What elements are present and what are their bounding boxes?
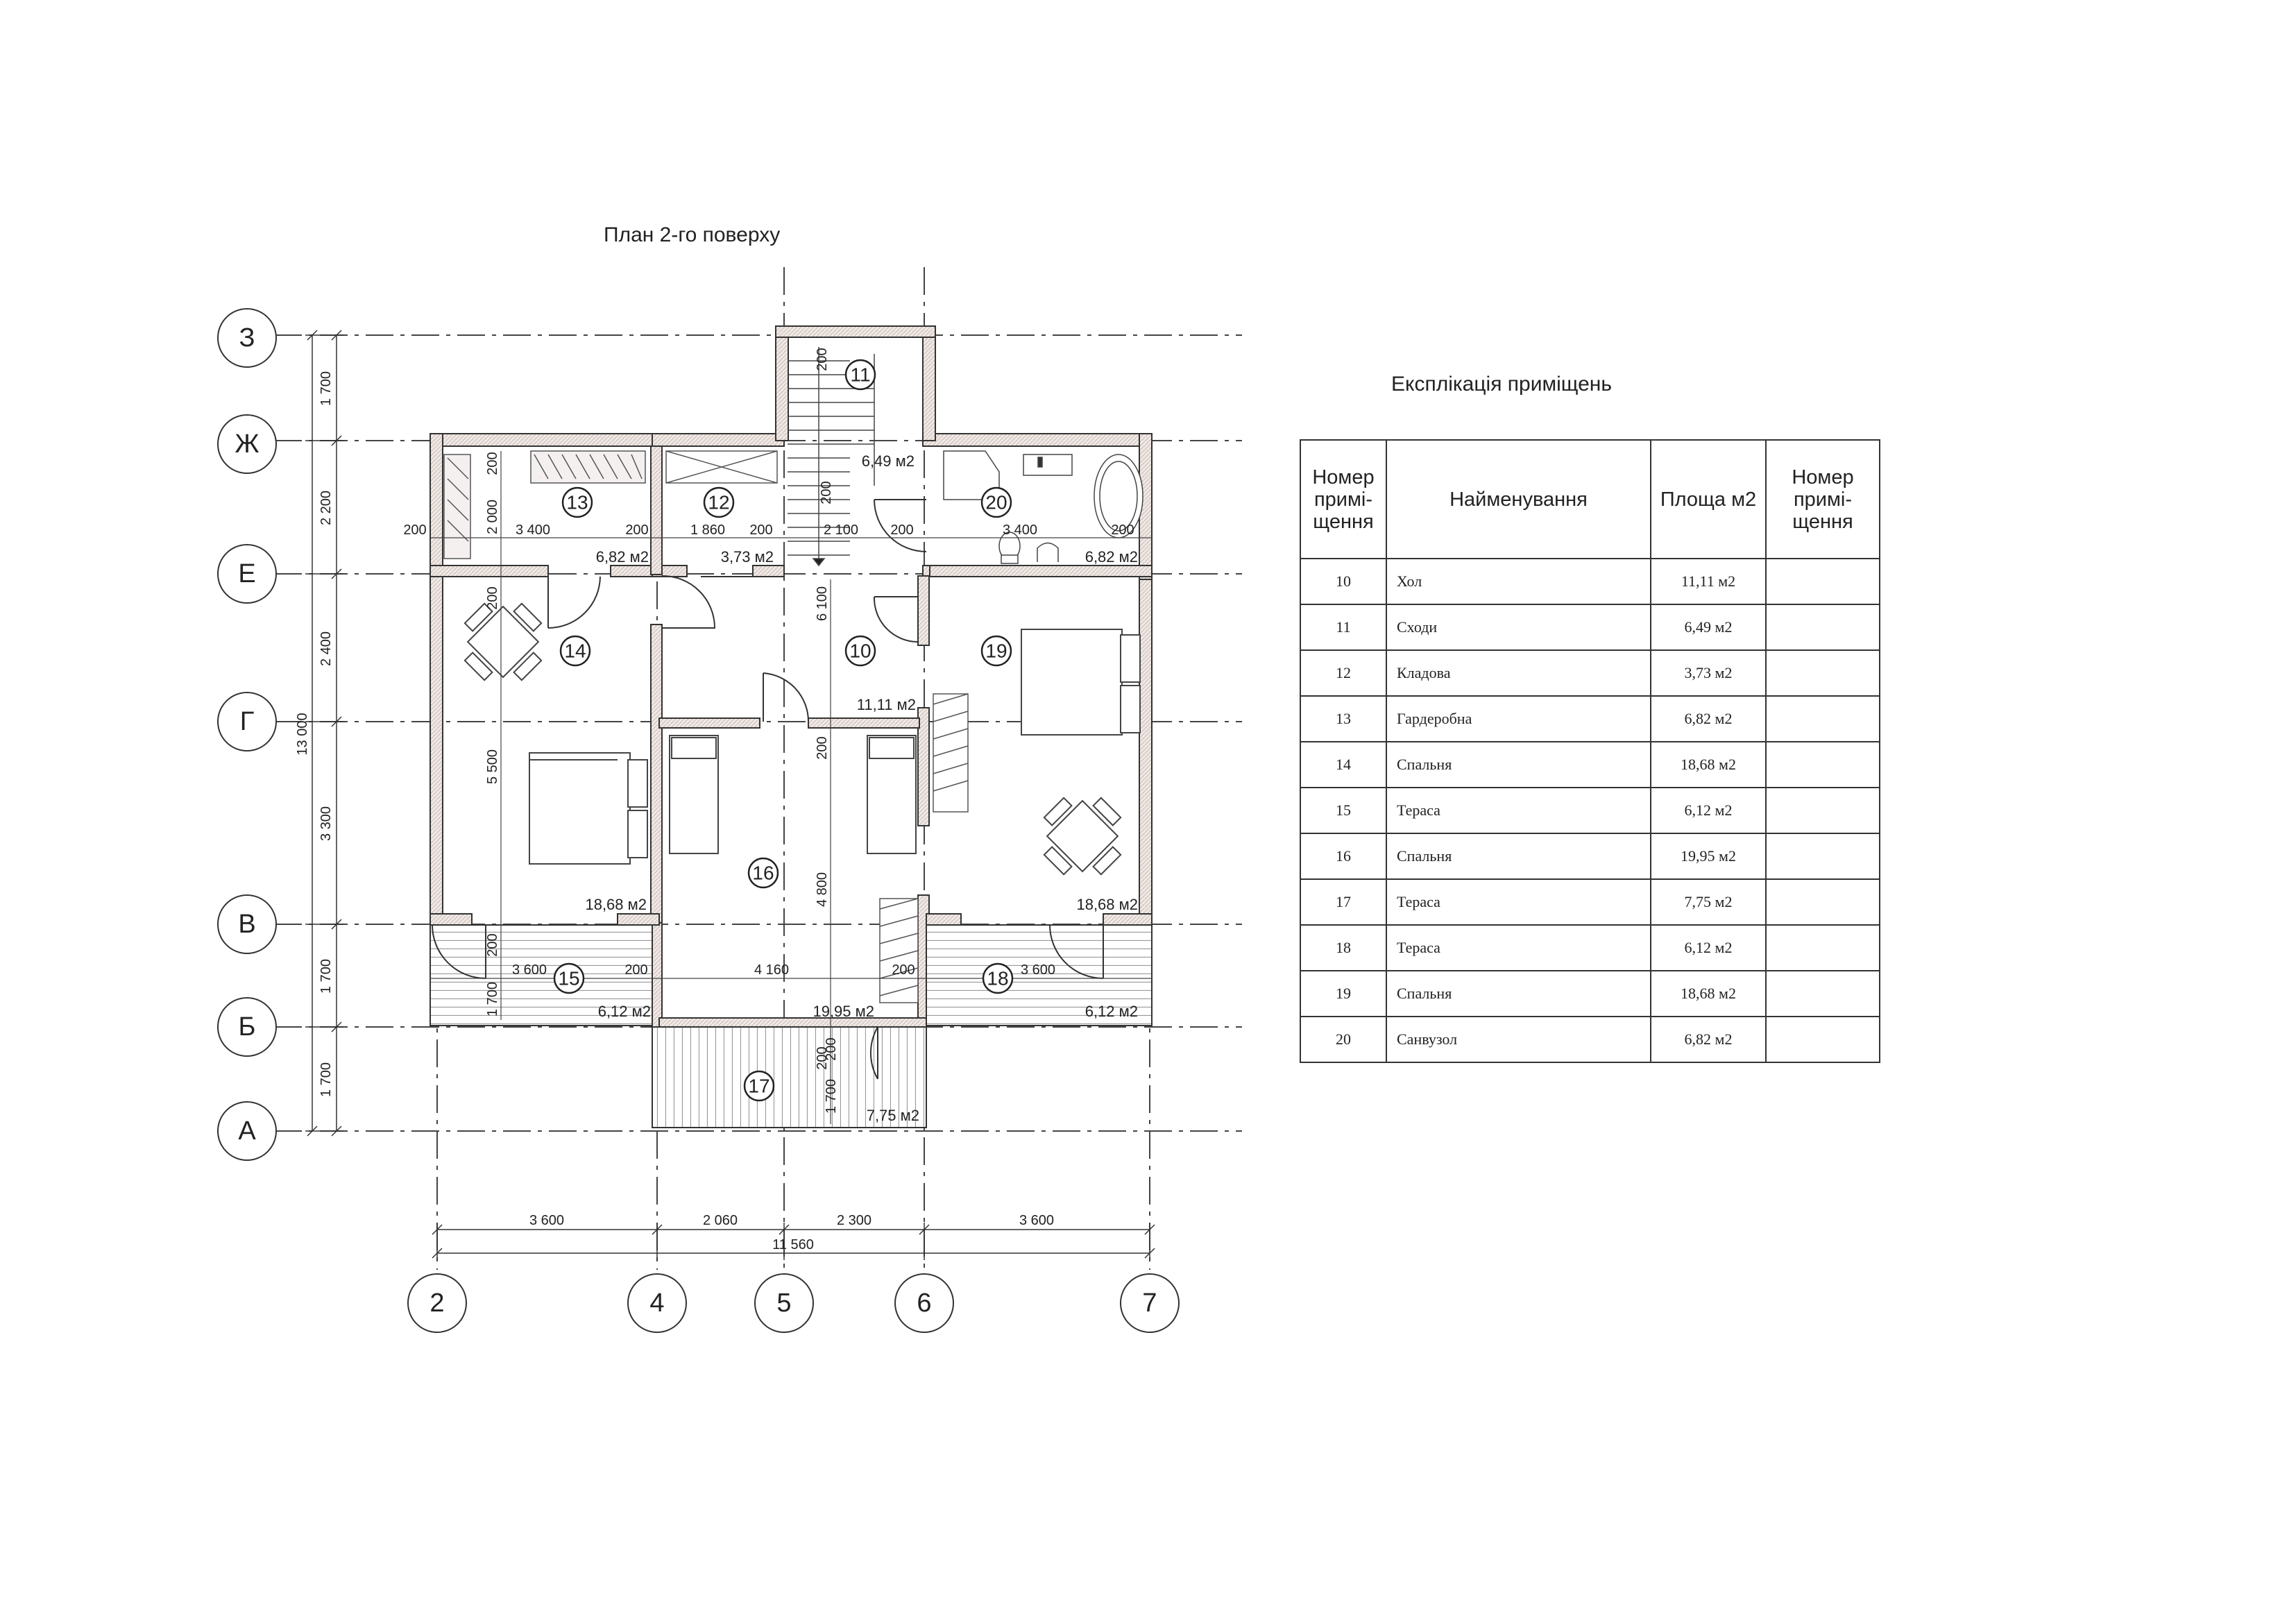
cell-area: 11,11 м2 <box>1651 559 1766 604</box>
room-number: 11 <box>850 364 871 386</box>
axis-label-col: 6 <box>917 1289 932 1318</box>
dim-text: 200 <box>824 1037 839 1061</box>
cell-name: Хол <box>1386 559 1651 604</box>
cell-num: 17 <box>1300 879 1386 925</box>
dim-text: 200 <box>890 522 914 538</box>
axis-label-row: Ж <box>235 430 260 459</box>
dim-text: 200 <box>815 348 830 371</box>
dim-text: 2 100 <box>823 522 859 538</box>
table-row <box>1300 650 1880 696</box>
dim-text: 4 160 <box>754 962 790 978</box>
cell-area: 3,73 м2 <box>1651 650 1766 696</box>
cell-area: 6,12 м2 <box>1651 788 1766 833</box>
dim-text: 13 000 <box>295 713 310 756</box>
room-area: 3,73 м2 <box>720 548 774 566</box>
cell-name: Тераса <box>1386 879 1651 925</box>
dim-text: 1 700 <box>318 958 334 994</box>
table-row <box>1300 788 1880 833</box>
cell-empty <box>1766 696 1880 742</box>
cell-empty <box>1766 742 1880 788</box>
cell-num: 19 <box>1300 971 1386 1017</box>
beds <box>529 629 1140 864</box>
cell-area: 18,68 м2 <box>1651 742 1766 788</box>
cell-empty <box>1766 971 1880 1017</box>
dim-text: 200 <box>819 481 834 504</box>
bathroom-fixtures <box>944 451 1143 563</box>
cell-name: Тераса <box>1386 925 1651 971</box>
room-number: 18 <box>987 967 1009 989</box>
col-axis-bubbles <box>408 1274 1179 1332</box>
cell-name: Спальня <box>1386 971 1651 1017</box>
dim-text: 11 560 <box>772 1237 814 1252</box>
room-area: 6,12 м2 <box>597 1003 651 1020</box>
room-area: 6,12 м2 <box>1085 1003 1138 1020</box>
dim-text: 3 400 <box>1002 522 1038 538</box>
cell-empty <box>1766 833 1880 879</box>
room-area: 7,75 м2 <box>866 1107 919 1124</box>
cell-num: 16 <box>1300 833 1386 879</box>
dim-text: 1 700 <box>318 371 334 407</box>
cell-name: Спальня <box>1386 742 1651 788</box>
header-area: Площа м2 <box>1651 440 1766 559</box>
dim-text: 6 100 <box>815 586 830 622</box>
dim-text: 5 500 <box>485 749 500 785</box>
room-area: 18,68 м2 <box>585 896 647 913</box>
dim-text: 1 700 <box>318 1062 334 1098</box>
explication-title: Експлікація приміщень <box>1391 373 1612 396</box>
table-row <box>1300 559 1880 604</box>
dim-text: 200 <box>403 522 427 538</box>
dim-text: 200 <box>624 962 648 978</box>
cell-num: 14 <box>1300 742 1386 788</box>
table-row <box>1300 604 1880 650</box>
cell-empty <box>1766 879 1880 925</box>
room-number: 12 <box>708 491 730 513</box>
cell-num: 18 <box>1300 925 1386 971</box>
header-room-number-2: Номер примі- щення <box>1766 440 1880 559</box>
room-number: 13 <box>566 491 588 513</box>
cell-empty <box>1766 788 1880 833</box>
dim-text: 1 700 <box>485 981 500 1017</box>
cell-empty <box>1766 604 1880 650</box>
room-number: 17 <box>748 1075 770 1097</box>
table-row <box>1300 696 1880 742</box>
axis-label-row: Г <box>239 707 255 736</box>
cell-area: 6,49 м2 <box>1651 604 1766 650</box>
room-number: 19 <box>985 640 1007 662</box>
dim-text: 1 860 <box>690 522 726 538</box>
cell-area: 18,68 м2 <box>1651 971 1766 1017</box>
room-number: 14 <box>564 640 586 662</box>
dim-text: 4 800 <box>815 872 830 908</box>
dim-text: 200 <box>1111 522 1134 538</box>
dim-text: 3 300 <box>318 806 334 842</box>
plan-title: План 2-го поверху <box>604 223 781 246</box>
cell-area: 7,75 м2 <box>1651 879 1766 925</box>
dim-text: 2 060 <box>702 1213 738 1228</box>
room-area: 18,68 м2 <box>1076 896 1138 913</box>
cell-empty <box>1766 925 1880 971</box>
header-name: Найменування <box>1386 440 1651 559</box>
cell-name: Спальня <box>1386 833 1651 879</box>
cell-name: Гардеробна <box>1386 696 1651 742</box>
dim-text: 200 <box>749 522 773 538</box>
dim-text: 200 <box>815 736 830 760</box>
dim-text: 2 000 <box>485 499 500 535</box>
terraces <box>430 925 1152 1128</box>
dim-text: 200 <box>485 933 500 957</box>
dim-text: 3 600 <box>1019 1213 1055 1228</box>
cell-empty <box>1766 650 1880 696</box>
cell-num: 10 <box>1300 559 1386 604</box>
dim-text: 200 <box>815 1046 830 1070</box>
dim-text: 3 600 <box>1020 962 1056 978</box>
dim-text: 2 300 <box>836 1213 872 1228</box>
room-number: 16 <box>752 862 774 884</box>
cell-name: Кладова <box>1386 650 1651 696</box>
room-area: 11,11 м2 <box>856 696 916 713</box>
dim-text: 2 400 <box>318 631 334 667</box>
dim-text: 3 600 <box>529 1213 565 1228</box>
axis-label-col: 2 <box>430 1289 445 1318</box>
table-row <box>1300 971 1880 1017</box>
room-area: 6,49 м2 <box>861 452 915 470</box>
dim-text: 200 <box>485 452 500 475</box>
axis-label-row: Б <box>238 1012 256 1042</box>
room-number: 10 <box>849 640 871 662</box>
cell-empty <box>1766 559 1880 604</box>
table-row <box>1300 925 1880 971</box>
table-row <box>1300 742 1880 788</box>
axis-label-col: 5 <box>776 1289 792 1318</box>
axis-label-row: А <box>238 1116 256 1146</box>
axis-label-col: 4 <box>649 1289 665 1318</box>
header-room-number: Номер примі- щення <box>1300 440 1386 559</box>
cell-empty <box>1766 1017 1880 1062</box>
cell-num: 12 <box>1300 650 1386 696</box>
dim-text: 200 <box>892 962 915 978</box>
dim-text: 3 400 <box>515 522 551 538</box>
cell-area: 6,12 м2 <box>1651 925 1766 971</box>
explication-table <box>1300 439 1880 1063</box>
cell-name: Тераса <box>1386 788 1651 833</box>
dim-text: 200 <box>485 586 500 610</box>
room-number: 20 <box>985 491 1007 513</box>
axis-label-row: В <box>238 910 256 939</box>
cell-name: Сходи <box>1386 604 1651 650</box>
cell-area: 19,95 м2 <box>1651 833 1766 879</box>
left-dimension-lines <box>305 330 343 1136</box>
axis-label-row: Е <box>238 559 256 588</box>
cell-num: 11 <box>1300 604 1386 650</box>
room-number: 15 <box>558 967 580 989</box>
axis-label-row: З <box>239 323 255 352</box>
cell-area: 6,82 м2 <box>1651 1017 1766 1062</box>
room-area: 19,95 м2 <box>813 1003 874 1020</box>
cell-num: 15 <box>1300 788 1386 833</box>
dim-text: 200 <box>625 522 649 538</box>
cell-num: 20 <box>1300 1017 1386 1062</box>
dim-text: 1 700 <box>824 1078 839 1114</box>
table-row <box>1300 833 1880 879</box>
axis-label-col: 7 <box>1142 1289 1157 1318</box>
dim-text: 2 200 <box>318 490 334 526</box>
table-header-row <box>1300 440 1880 559</box>
cell-num: 13 <box>1300 696 1386 742</box>
cell-area: 6,82 м2 <box>1651 696 1766 742</box>
table-row <box>1300 879 1880 925</box>
cell-name: Санвузол <box>1386 1017 1651 1062</box>
dim-text: 3 600 <box>511 962 547 978</box>
room-area: 6,82 м2 <box>1085 548 1138 566</box>
table-row <box>1300 1017 1880 1062</box>
room-area: 6,82 м2 <box>595 548 649 566</box>
